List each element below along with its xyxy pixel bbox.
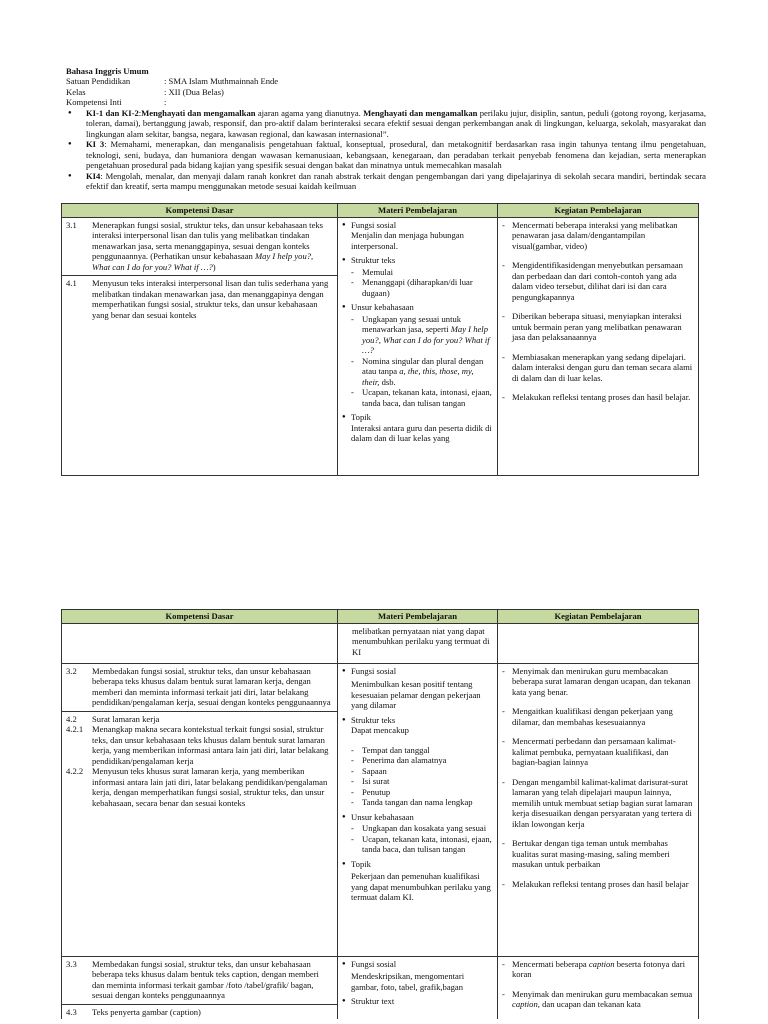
meta-value: : SMA Islam Muthmainnah Ende	[164, 76, 279, 87]
mp-item: ● Fungsi sosial Menjalin dan menjaga hubungan interpersonal.	[342, 220, 493, 251]
mp-item: ● Struktur teks Dapat mencakup - Tempat dan tanggal - Penerima dan alamatnya - Sapaan - Isi surat - Penutup - Tanda tangan dan nama lengkap	[342, 715, 493, 808]
kd-cell	[62, 218, 338, 476]
kd-cell	[62, 957, 338, 1020]
kg-item: - Menyimak dan menirukan guru membacakan semua caption, dan ucapan dan tekanan kata	[502, 989, 694, 1010]
kd-table-2	[61, 609, 699, 1019]
mp-item: ● Topik Pekerjaan dan pemenuhan kualifikasi yang dapat menumbuhkan perilaku yang termuat dalam KI.	[342, 859, 493, 903]
col-header-kd: Kompetensi Dasar	[62, 204, 338, 218]
mp-item: ● Unsur kebahasaan - Ungkapan yang sesuai untuk menawarkan jasa, seperti May I help you?, What can I do for you? What if …? - Nomina singular dan plural dengan atau tanpa a, the, this, those, my, their, dsb. - Ucapan, tekanan kata, intonasi, ejaan, tanda baca, dan tulisan tangan	[342, 302, 493, 408]
mp-item: ● Struktur teks - Memulai - Menanggapi (diharapkan/di luar dugaan)	[342, 255, 493, 298]
meta-row	[66, 76, 706, 86]
meta-label: Satuan Pendidikan	[66, 76, 131, 87]
kg-item: - Mencermati beberapa caption beserta fotonya dari koran	[502, 959, 694, 980]
kg-cell	[498, 664, 699, 957]
mp-item: ● Fungsi sosial Mendeskripsikan, mengomentari gambar, foto, tabel, grafik,bagan	[342, 959, 493, 992]
col-header-kd: Kompetensi Dasar	[62, 610, 338, 624]
col-header-mp: Materi Pembelajaran	[338, 204, 498, 218]
col-header-mp: Materi Pembelajaran	[338, 610, 498, 624]
kd-item: 3.3 Membedakan fungsi sosial, struktur teks, dan unsur kebahasaan beberapa teks khusus dalam bentuk teks caption, dengan memberi dan meminta informasi terkait gambar /foto /tabel/grafik/ bagan, sesuai dengan konteks penggunaannya	[66, 959, 319, 1001]
meta-label: Kompetensi Inti	[66, 97, 122, 108]
kg-item: - Mencermati perbedann dan persamaan kalimat-kalimat pembuka, pernyataan kualifikasi, dan bagian-bagian lainnya	[502, 736, 694, 767]
kg-item: - Melakukan refleksi tentang proses dan hasil belajar	[502, 879, 694, 889]
mp-cell	[338, 957, 498, 1020]
kg-item: - Diberikan beberapa situasi, menyiapkan interaksi untuk bermain peran yang melibatkan penawaran jasa dan pelaksanaannya	[502, 311, 694, 342]
meta-value: : XII (Dua Belas)	[164, 86, 224, 97]
kd-cell	[62, 664, 338, 957]
col-header-kg: Kegiatan Pembelajaran	[498, 610, 699, 624]
mp-item: ● Struktur text	[342, 996, 493, 1006]
kg-item: - Melakukan refleksi tentang proses dan hasil belajar.	[502, 392, 694, 402]
kg-item: - Dengan mengambil kalimat-kalimat darisurat-surat lamaran yang telah dipelajari maupun lainnya, memilih untuk membuat setiap bagian surat lamaran kerja disesuaikan dengan persyaratan yang tertera di iklan lowongan kerja	[502, 777, 694, 829]
kd-item: 4.2.1 Menangkap makna secara kontekstual terkait fungsi sosial, struktur teks, dan unsur kebahasaan teks khusus dalam bentuk surat lamaran kerja, yang memberikan informasi antara lain jati diri, latar belakang pendidikan/pengalaman kerja	[66, 724, 329, 766]
mp-cell: melibatkan pernyataan niat yang dapat menumbuhkan perilaku yang termuat di KI	[338, 624, 498, 664]
meta-value: :	[164, 97, 167, 108]
kg-item: - Menyimak dan menirukan guru membacakan beberapa surat lamaran dengan ucapan, dan tekanan kata yang benar.	[502, 666, 694, 697]
kd-item: 3.2 Membedakan fungsi sosial, struktur teks, dan unsur kebahasaan beberapa teks khusus dalam bentuk surat lamaran kerja, dengan memberi dan meminta informasi terkait jati diri, latar belakang pendidikan/pengalaman kerja, sesuai dengan konteks penggunaannya	[66, 666, 331, 708]
mp-cell	[338, 218, 498, 476]
kd-item: 4.3 Teks penyerta gambar (caption)	[66, 1006, 201, 1017]
document-header	[66, 66, 706, 192]
kd-item: 4.2.2 Menyusun teks khusus surat lamaran kerja, yang memberikan informasi antara lain jati diri, latar belakang pendidikan/pengalaman kerja, dengan memperhatikan fungsi sosial, struktur teks, dan unsur kebahasaan, secara benar dan sesuai konteks	[66, 766, 328, 808]
mp-item: ● Unsur kebahasaan - Ungkapan dan kosakata yang sesuai - Ucapan, tekanan kata, intonasi, ejaan, tanda baca, dan tulisan tangan	[342, 812, 493, 855]
kg-item: - Mencermati beberapa interaksi yang melibatkan penawaran jasa dalam/dengantampilan visual(gambar, video)	[502, 220, 694, 251]
kd-item: 3.1 Menerapkan fungsi sosial, struktur teks, dan unsur kebahasaan teks interaksi interpersonal lisan dan tulis yang melibatkan tindakan menawarkan jasa, serta menanggapinya, sesuai dengan konteks penggunaannya. (Perhatikan unsur kebahasaan May I help you?, What can I do for you? What if …?)	[66, 220, 324, 272]
col-header-kg: Kegiatan Pembelajaran	[498, 204, 699, 218]
mp-item: ● Fungsi sosial Menimbulkan kesan positif tentang kesesuaian pelamar dengan pekerjaan yang dilamar	[342, 666, 493, 711]
kd-item: 4.1 Menyusun teks interaksi interpersonal lisan dan tulis sederhana yang melibatkan tindakan menawarkan jasa, dan menanggapinya dengan memperhatikan fungsi sosial, struktur teks, dan unsur kebahasaan yang benar dan sesuai konteks	[66, 278, 329, 320]
kg-item: - Membiasakan menerapkan yang sedang dipelajari. dalam interaksi dengan guru dan teman secara alami di dalam dan di luar kelas.	[502, 352, 694, 383]
kd-item: 4.2 Surat lamaran kerja	[66, 713, 160, 724]
kd-cell	[62, 624, 338, 664]
ki-item: ● KI-1 dan KI-2:Menghayati dan mengamalkan ajaran agama yang dianutnya. Menghayati dan mengamalkan perilaku jujur, disiplin, santun, peduli (gotong royong, kerjasama, toleran, damai), bertanggung jawab, responsif, dan pro-aktif dalam berinteraksi secara efektif sesuai dengan perkembangan anak di lingkungan, keluarga, sekolah, masyarakat dan lingkungan alam sekitar, bangsa, negara, kawasan regional, dan kawasan internasional”.	[66, 108, 706, 139]
ki-item: ● KI 3: Memahami, menerapkan, dan menganalisis pengetahuan faktual, konseptual, prosedural, dan metakognitif berdasarkan rasa ingin tahunya tentang ilmu pengetahuan, teknologi, seni, budaya, dan humaniora dengan wawasan kemanusiaan, kebangsaan, kenegaraan, dan peradaban terkait penyebab fenomena dan kejadian, serta menerapkan pengetahuan prosedural pada bidang kajian yang spesifik sesuai dengan bakat dan minatnya untuk memecahkan masalah	[66, 139, 706, 170]
mp-cell	[338, 664, 498, 957]
kg-cell	[498, 957, 699, 1020]
meta-row	[66, 87, 706, 97]
kg-cell	[498, 218, 699, 476]
meta-row	[66, 97, 706, 107]
ki-item: ● KI4: Mengolah, menalar, dan menyaji dalam ranah konkret dan ranah abstrak terkait dengan pengembangan dari yang dipelajarinya di sekolah secara mandiri, bertindak secara efektif dan kreatif, serta mampu menggunakan metode sesuai kaidah keilmuan	[66, 171, 706, 192]
meta-label: Kelas	[66, 86, 86, 97]
document-title: Bahasa Inggris Umum	[66, 66, 149, 76]
kg-item: - Bertukar dengan tiga teman untuk membahas kualitas surat masing-masing, saling memberi masukan untuk perbaikan	[502, 838, 694, 869]
mp-item: ● Topik Interaksi antara guru dan peserta didik di dalam dan di luar kelas yang	[342, 412, 493, 443]
ki-list	[66, 108, 706, 192]
kg-item: - Mengaitkan kualifikasi dengan pekerjaan yang dilamar, dan membahas kesesuaiannya	[502, 706, 694, 727]
kg-item: - Mengidentifikasidengan menyebutkan persamaan dan perbedaan dan dari contoh-contoh yang ada dalam video tersebut, dilihat dari isi dan cara pengungkapannya	[502, 260, 694, 302]
kg-cell	[498, 624, 699, 664]
kd-table-1	[61, 203, 699, 476]
